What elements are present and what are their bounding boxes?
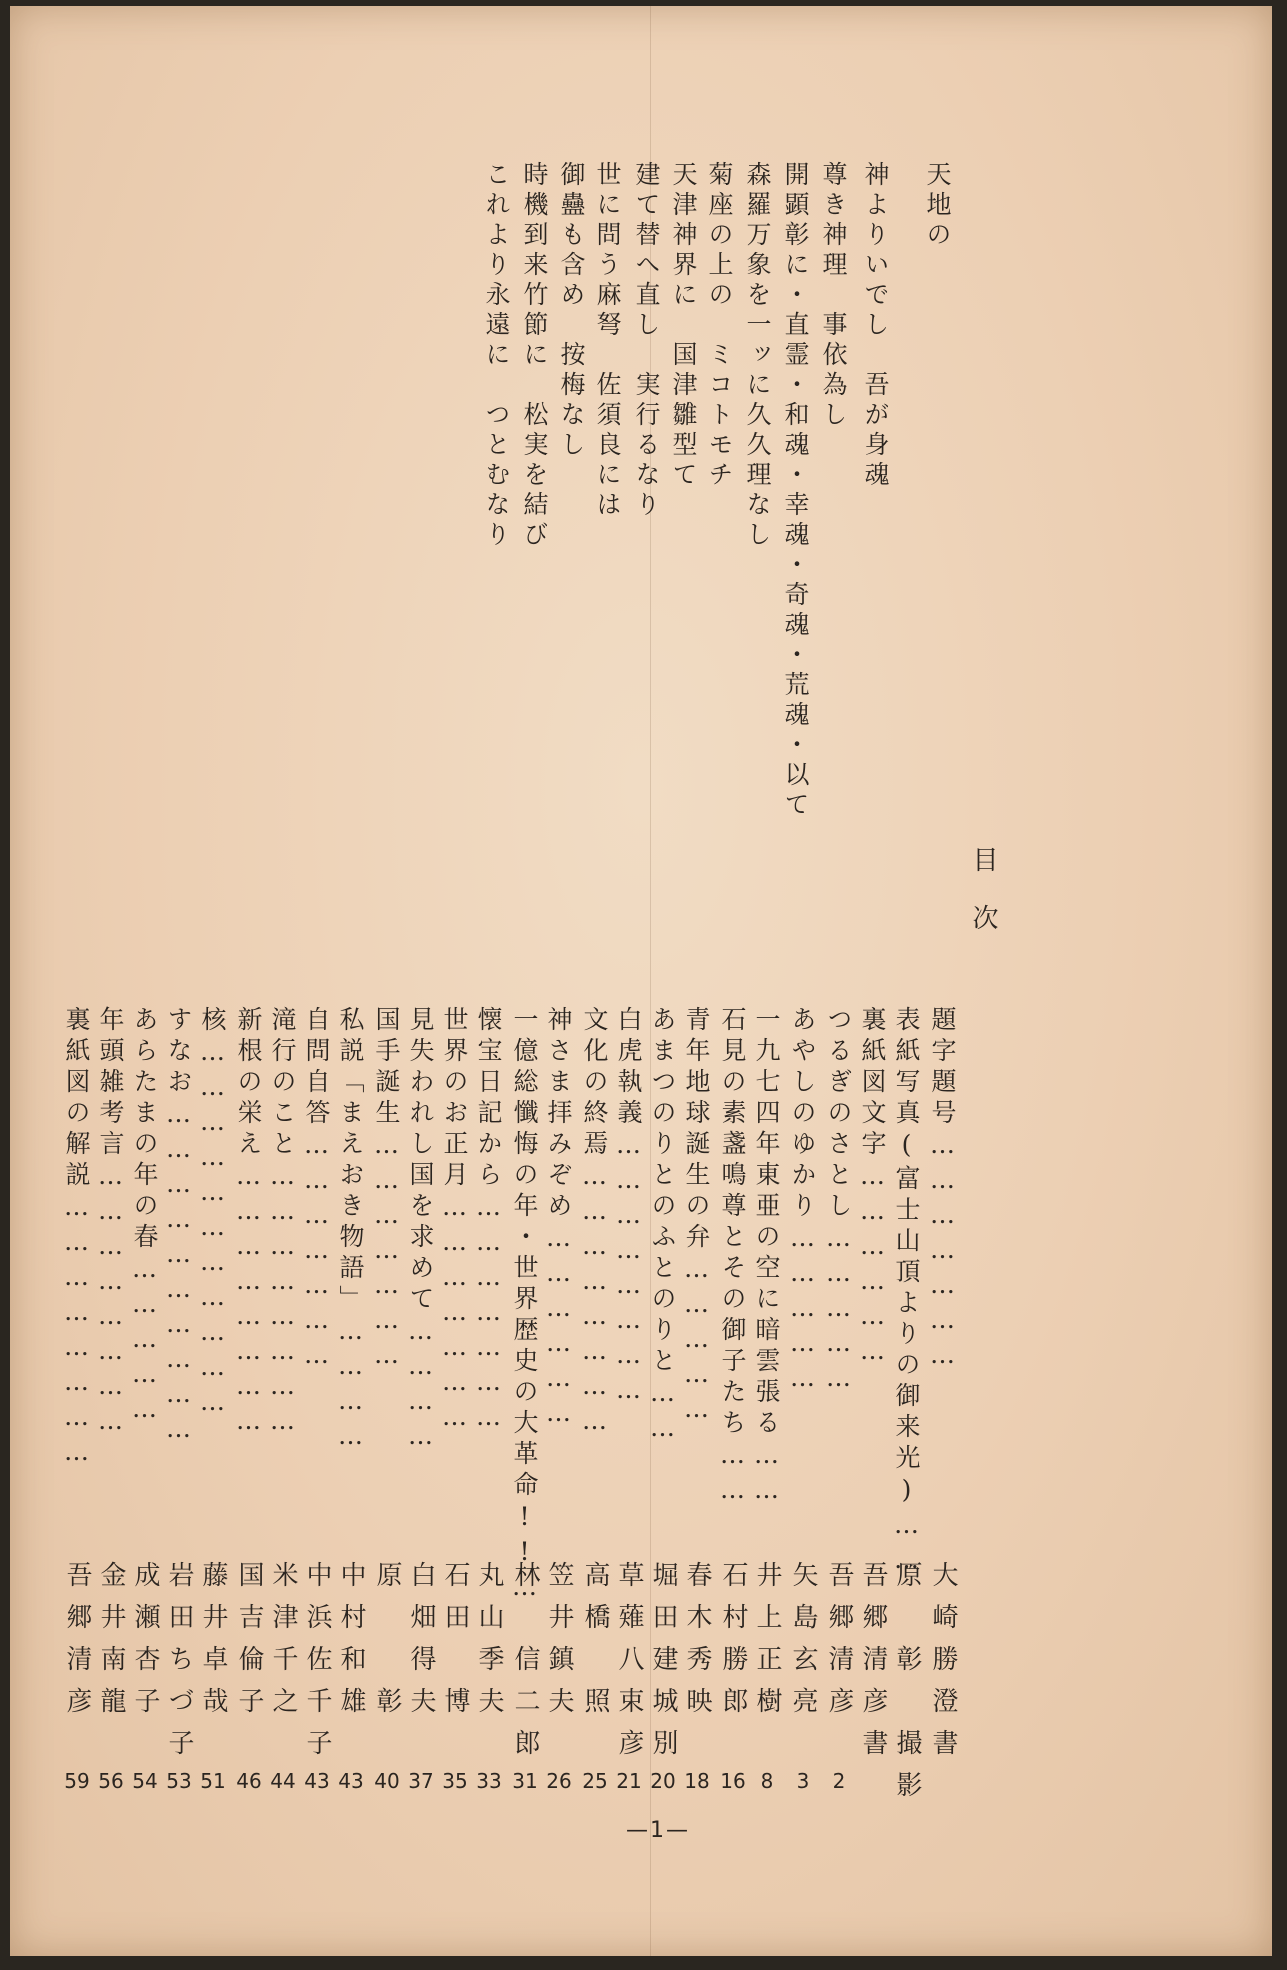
toc-entry-author: 草薙八束彦 xyxy=(614,1561,644,1771)
toc-entry-page: 18 xyxy=(684,1769,710,1793)
toc-entry-title: 題字題号………………… xyxy=(928,1006,957,1375)
toc-heading: 目 次 xyxy=(968,846,998,933)
toc-entry-page: 25 xyxy=(582,1769,608,1793)
page-number: —1— xyxy=(626,1818,690,1843)
toc-entry-author: 石田 博 xyxy=(440,1561,470,1729)
poem-line: これより永遠に つとむなり xyxy=(482,161,511,551)
toc-entry-title: 文化の終焉…………………… xyxy=(580,1006,609,1441)
poem-line: 御蠱も含め 按梅なし xyxy=(557,161,586,461)
toc-entry-page: 56 xyxy=(98,1769,124,1793)
toc-entry-page: 46 xyxy=(236,1769,262,1793)
toc-entry-title: あやしのゆかり…………… xyxy=(788,1006,817,1398)
toc-entry-page: 31 xyxy=(512,1769,538,1793)
toc-entry-author: 林 信二郎 xyxy=(510,1561,540,1771)
toc-entry-author: 矢島玄亮 xyxy=(788,1561,818,1729)
toc-entry-title: あらたまの年の春…………… xyxy=(130,1006,159,1429)
toc-entry-title: 一億総懺悔の年・世界歴史の大革命!!… xyxy=(510,1006,539,1607)
toc-entry-title: 私説「まえおき物語」………… xyxy=(336,1006,365,1456)
poem-line: 神よりいでし 吾が身魂 xyxy=(861,161,890,491)
toc-entry-page: 37 xyxy=(408,1769,434,1793)
toc-entry-page: 53 xyxy=(166,1769,192,1793)
toc-entry-page: 8 xyxy=(760,1769,774,1793)
toc-entry-title: 裏紙図の解説…………………… xyxy=(62,1006,91,1472)
toc-entry-author: 石村勝郎 xyxy=(718,1561,748,1729)
toc-entry-author: 春木秀映 xyxy=(682,1561,712,1729)
toc-entry-author: 藤井卓哉 xyxy=(198,1561,228,1729)
toc-entry-page: 40 xyxy=(374,1769,400,1793)
toc-entry-author: 高橋 照 xyxy=(580,1561,610,1729)
toc-entry-title: 滝行のこと…………………… xyxy=(268,1006,297,1441)
toc-entry-page: 59 xyxy=(64,1769,90,1793)
toc-entry-author: 白畑得夫 xyxy=(406,1561,436,1729)
toc-entry-title: 白虎執義…………………… xyxy=(614,1006,643,1410)
toc-entry-page: 20 xyxy=(650,1769,676,1793)
toc-entry-author: 米津千之 xyxy=(268,1561,298,1729)
toc-entry-author: 中浜佐千子 xyxy=(302,1561,332,1771)
toc-entry-title: あまつのりとのふとのりと…… xyxy=(648,1006,677,1448)
toc-entry-page: 26 xyxy=(546,1769,572,1793)
toc-entry-author: 堀田建城別 xyxy=(648,1561,678,1771)
toc-entry-title: 新根の栄え…………………… xyxy=(234,1006,263,1441)
toc-entry-author: 岩田ちづ子 xyxy=(164,1561,194,1771)
toc-entry-author: 原 彰 撮影 xyxy=(892,1561,922,1813)
toc-entry-title: 国手誕生………………… xyxy=(372,1006,401,1375)
toc-entry-author: 国吉倫子 xyxy=(234,1561,264,1729)
poem-line: 森羅万象を一ッに久久理なし xyxy=(743,161,772,551)
toc-entry-title: 石見の素盞鳴尊とその御子たち…… xyxy=(718,1006,747,1510)
toc-entry-page: 43 xyxy=(304,1769,330,1793)
toc-entry-title: 核…………………………… xyxy=(198,1006,227,1422)
toc-entry-page: 43 xyxy=(338,1769,364,1793)
document-page xyxy=(10,6,1272,1956)
toc-entry-title: 世界のお正月………………… xyxy=(440,1006,469,1437)
toc-entry-page: 2 xyxy=(832,1769,846,1793)
toc-entry-author: 原 彰 xyxy=(372,1561,402,1729)
toc-entry-title: 裏紙図文字……………… xyxy=(858,1006,887,1371)
toc-entry-page: 3 xyxy=(796,1769,810,1793)
toc-entry-title: 神さま拝みぞめ……………… xyxy=(544,1006,573,1433)
poem-line: 菊座の上の ミコトモチ xyxy=(705,161,734,491)
toc-entry-title: 自問自答………………… xyxy=(302,1006,331,1375)
toc-entry-title: 青年地球誕生の弁…………… xyxy=(682,1006,711,1429)
toc-entry-title: つるぎのさとし…………… xyxy=(824,1006,853,1398)
toc-entry-page: 16 xyxy=(720,1769,746,1793)
toc-entry-page: 33 xyxy=(476,1769,502,1793)
toc-entry-author: 吾郷清彦書 xyxy=(858,1561,888,1771)
toc-entry-author: 笠井鎮夫 xyxy=(544,1561,574,1729)
poem-line: 時機到来竹節に 松実を結び xyxy=(520,161,549,551)
toc-entry-title: 一九七四年東亜の空に暗雲張る…… xyxy=(752,1006,781,1510)
toc-entry-page: 51 xyxy=(200,1769,226,1793)
toc-entry-page: 35 xyxy=(442,1769,468,1793)
poem-line: 天地の xyxy=(923,161,952,251)
toc-entry-author: 金井南龍 xyxy=(96,1561,126,1729)
toc-entry-title: 見失われし国を求めて………… xyxy=(406,1006,435,1456)
toc-entry-page: 21 xyxy=(616,1769,642,1793)
toc-entry-page: 44 xyxy=(270,1769,296,1793)
poem-line: 建て替へ直し 実行るなり xyxy=(632,161,661,521)
toc-entry-page: 54 xyxy=(132,1769,158,1793)
toc-entry-title: すなお………………………… xyxy=(164,1006,193,1449)
toc-entry-author: 吾郷清彦 xyxy=(62,1561,92,1729)
poem-line: 尊き神理 事依為し xyxy=(819,161,848,431)
poem-line: 世に問う麻弩 佐須良には xyxy=(593,161,622,521)
toc-entry-author: 吾郷清彦 xyxy=(824,1561,854,1729)
toc-entry-author: 井上正樹 xyxy=(752,1561,782,1729)
toc-entry-title: 年頭雑考言…………………… xyxy=(96,1006,125,1441)
toc-entry-title: 表紙写真(富士山頂よりの御来光)…… xyxy=(892,1006,921,1580)
poem-line: 天津神界に 国津雛型て xyxy=(669,161,698,491)
toc-entry-author: 丸山季夫 xyxy=(474,1561,504,1729)
toc-entry-author: 中村和雄 xyxy=(336,1561,366,1729)
poem-line: 開顕彰に・直霊・和魂・幸魂・奇魂・荒魂・以て xyxy=(781,161,810,821)
toc-entry-author: 大崎勝澄書 xyxy=(928,1561,958,1771)
toc-entry-author: 成瀬杏子 xyxy=(130,1561,160,1729)
toc-entry-title: 懐宝日記から………………… xyxy=(474,1006,503,1437)
